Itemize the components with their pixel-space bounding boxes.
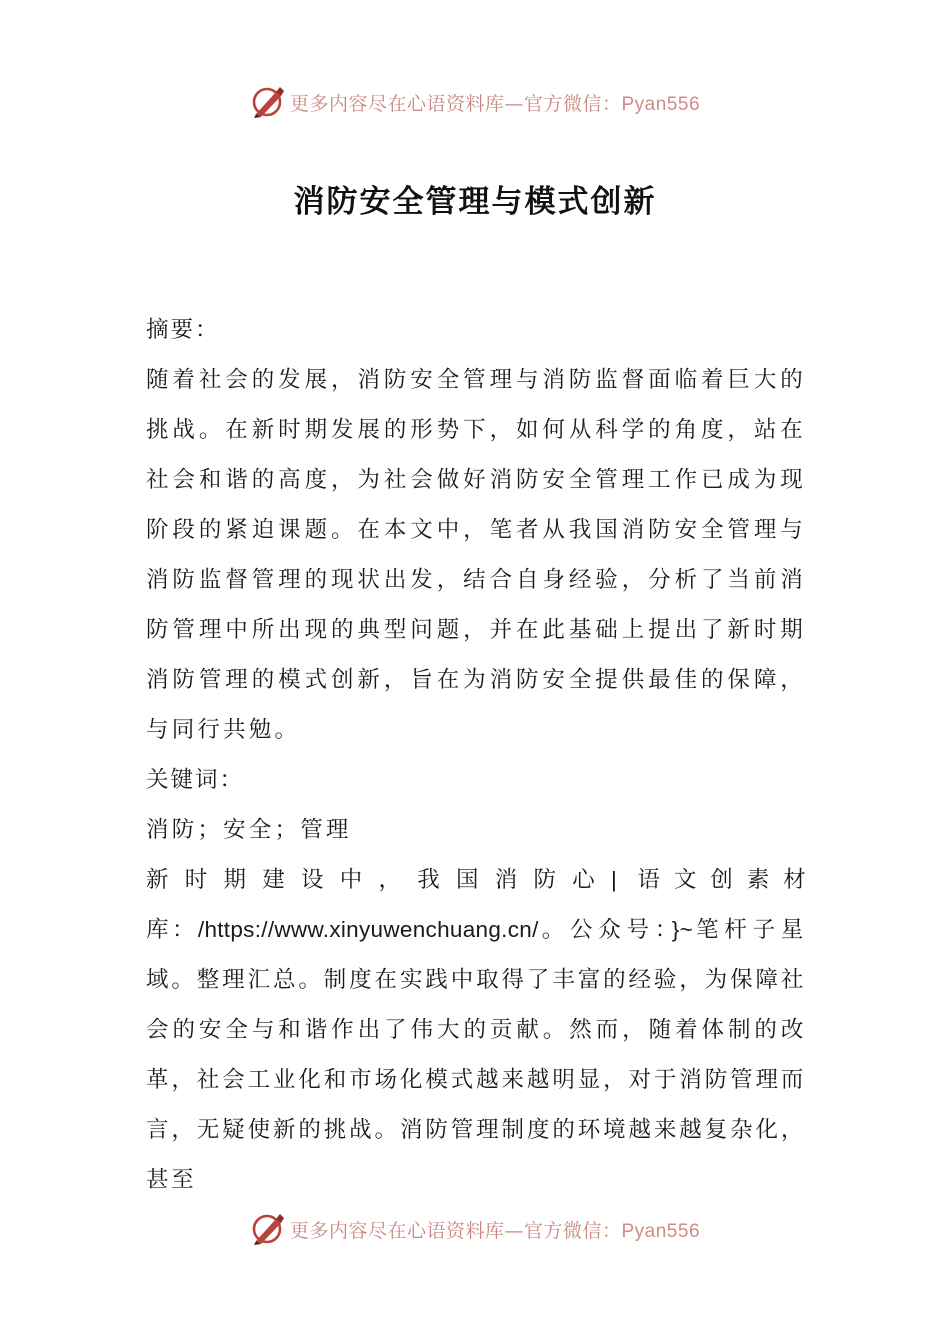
abstract-label: 摘要： <box>146 317 220 343</box>
watermark-text: 更多内容尽在心语资料库—官方微信：Pyan556 <box>289 1219 701 1242</box>
document-title: 消防安全管理与模式创新 <box>293 184 657 220</box>
keywords-paragraph: 消防；安全；管理 <box>146 817 352 843</box>
watermark-text: 更多内容尽在心语资料库—官方微信：Pyan556 <box>289 92 701 115</box>
footer-watermark <box>0 1211 950 1247</box>
body-paragraph: 新时期建设中，我国消防心| 语文创素材库：/https://www.xinyuwenchuang.cn/。公众号：}~笔杆子星域。整理汇总。制度在实践中取得了丰富的经验，为保障社会的安全与和谐作出了伟大的贡献。然而，随着体制的改革，社会工业化和市场化模式越来越明显，对于消防管理而言，无疑使新的挑战。消防管理制度的环境越来越复杂化，甚至 <box>146 867 807 1193</box>
pen-logo-icon <box>250 84 286 120</box>
abstract-paragraph: 随着社会的发展，消防安全管理与消防监督面临着巨大的挑战。在新时期发展的形势下，如何从科学的角度，站在社会和谐的高度，为社会做好消防安全管理工作已成为现阶段的紧迫课题。在本文中，笔者从我国消防安全管理与消防监督管理的现状出发，结合自身经验，分析了当前消防管理中所出现的典型问题，并在此基础上提出了新时期消防管理的模式创新，旨在为消防安全提供最佳的保障，与同行共勉。 <box>146 367 806 743</box>
source-url-link: /https://www.xinyuwenchuang.cn/ <box>197 917 539 942</box>
document-body <box>146 305 806 1205</box>
pen-logo-icon <box>250 1211 286 1247</box>
keywords-label: 关键词： <box>146 767 245 793</box>
header-watermark <box>0 84 950 120</box>
